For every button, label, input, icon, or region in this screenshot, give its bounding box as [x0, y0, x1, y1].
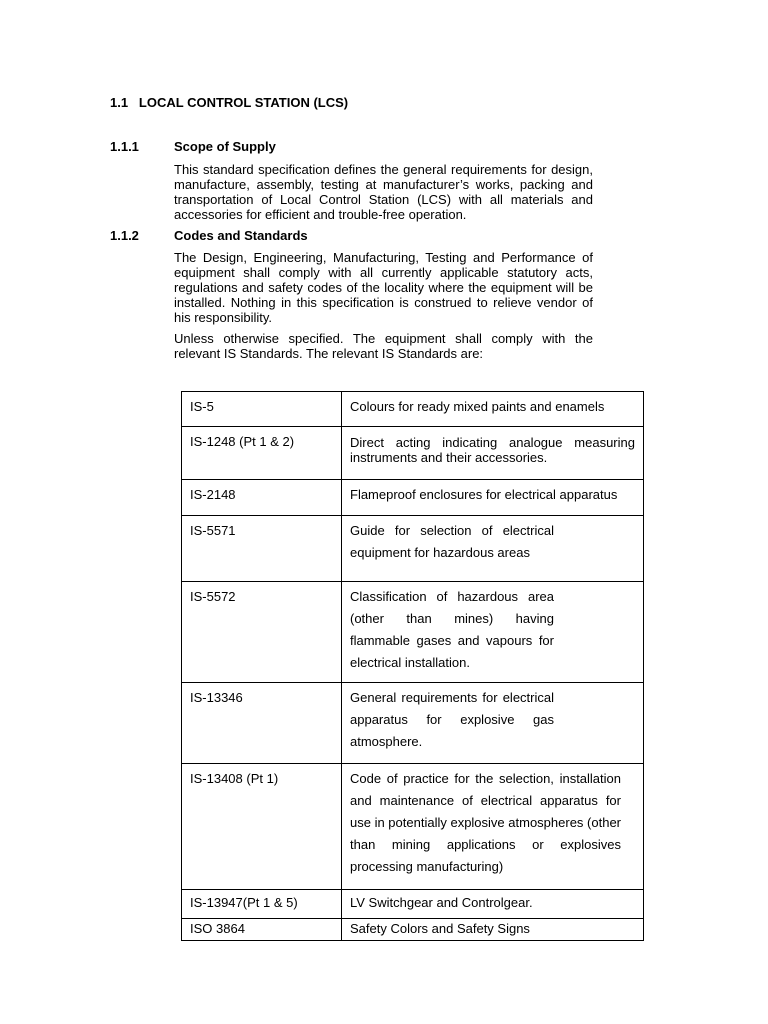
table-row — [182, 392, 644, 427]
codes-number: 1.1.2 — [110, 228, 139, 243]
table-row — [182, 516, 644, 582]
scope-number: 1.1.1 — [110, 139, 139, 154]
standard-description: Code of practice for the selection, installation and maintenance of electrical apparatus for use in potentially explosive atmospheres (other than mining applications or explosives processing manufacturing) — [342, 764, 644, 890]
standard-code: IS-2148 — [182, 480, 342, 516]
codes-paragraph-2: Unless otherwise specified. The equipment shall comply with the relevant IS Standards. The relevant IS Standards are: — [174, 331, 593, 361]
section-number: 1.1 — [110, 95, 129, 110]
section-heading — [110, 95, 348, 110]
standard-code: IS-13346 — [182, 683, 342, 764]
codes-title: Codes and Standards — [174, 228, 308, 243]
standard-code: IS-5572 — [182, 582, 342, 683]
section-title: LOCAL CONTROL STATION (LCS) — [138, 95, 349, 110]
standard-code: IS-1248 (Pt 1 & 2) — [182, 427, 342, 480]
standard-description: Guide for selection of electrical equipment for hazardous areas — [342, 516, 644, 582]
standard-description: Colours for ready mixed paints and enamels — [342, 392, 644, 427]
scope-title: Scope of Supply — [174, 139, 276, 154]
table-row — [182, 919, 644, 941]
standard-code: ISO 3864 — [182, 919, 342, 941]
standard-description: Direct acting indicating analogue measuring instruments and their accessories. — [342, 427, 644, 480]
table-row — [182, 582, 644, 683]
standard-code: IS-5 — [182, 392, 342, 427]
table-row — [182, 480, 644, 516]
table-row — [182, 427, 644, 480]
table-row — [182, 683, 644, 764]
table-row — [182, 890, 644, 919]
standard-code: IS-13408 (Pt 1) — [182, 764, 342, 890]
standard-description: LV Switchgear and Controlgear. — [342, 890, 644, 919]
standard-description: Flameproof enclosures for electrical apparatus — [342, 480, 644, 516]
table-row — [182, 764, 644, 890]
standard-description: Safety Colors and Safety Signs — [342, 919, 644, 941]
scope-paragraph: This standard specification defines the general requirements for design, manufacture, assembly, testing at manufacturer’s works, packing and transportation of Local Control Station (LCS) with all materials and accessories for efficient and trouble-free operation. — [174, 162, 593, 222]
standard-description: General requirements for electrical apparatus for explosive gas atmosphere. — [342, 683, 644, 764]
codes-paragraph-1: The Design, Engineering, Manufacturing, Testing and Performance of equipment shall comply with all currently applicable statutory acts, regulations and safety codes of the locality where the equipment will be installed. Nothing in this specification is construed to relieve vendor of his responsibility. — [174, 250, 593, 325]
standard-code: IS-5571 — [182, 516, 342, 582]
standards-table — [181, 391, 644, 941]
standard-code: IS-13947(Pt 1 & 5) — [182, 890, 342, 919]
standard-description: Classification of hazardous area (other than mines) having flammable gases and vapours for electrical installation. — [342, 582, 644, 683]
